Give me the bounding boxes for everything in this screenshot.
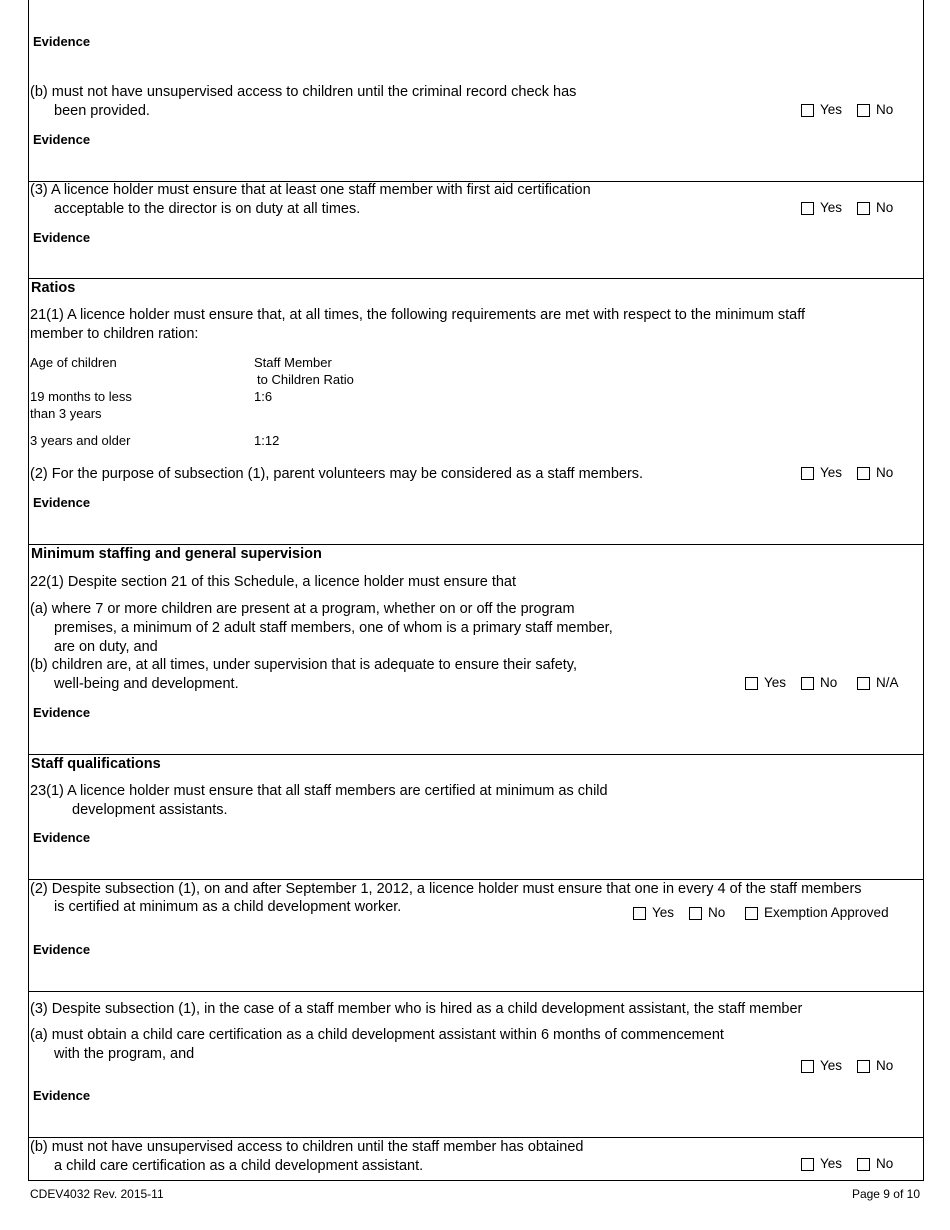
ratio-col-ratio-header-line2: to Children Ratio <box>257 372 354 387</box>
ratios-heading: Ratios <box>31 280 76 296</box>
yes-checkbox[interactable] <box>801 467 814 480</box>
no-checkbox[interactable] <box>857 104 870 117</box>
no-label: No <box>876 1156 894 1171</box>
staff-qual-s1-line1: 23(1) A licence holder must ensure that all staff members are certified at minimum as child <box>30 783 608 799</box>
min-staffing-heading: Minimum staffing and general supervision <box>31 546 322 562</box>
footer-page-number: Page 9 of 10 <box>851 1187 920 1201</box>
min-staffing-a-line1: (a) where 7 or more children are present at a program, whether on or off the program <box>30 601 575 617</box>
no-checkbox[interactable] <box>857 1158 870 1171</box>
yes-checkbox[interactable] <box>801 202 814 215</box>
no-label: No <box>876 465 894 480</box>
ratios-intro-line1: 21(1) A licence holder must ensure that, at all times, the following requirements are met with respect to the minimum staff <box>30 307 806 323</box>
item-b-crc-line2: been provided. <box>54 103 150 119</box>
divider <box>28 544 923 545</box>
min-staffing-a-line2: premises, a minimum of 2 adult staff members, one of whom is a primary staff member, <box>54 620 613 636</box>
ratio-col-age-header: Age of children <box>30 355 117 370</box>
section-divider <box>28 278 923 279</box>
ratios-sub2: (2) For the purpose of subsection (1), parent volunteers may be considered as a staff members. <box>30 466 644 482</box>
evidence-label: Evidence <box>33 495 91 510</box>
yes-checkbox[interactable] <box>801 1060 814 1073</box>
footer-form-id: CDEV4032 Rev. 2015-11 <box>30 1187 164 1201</box>
staff-qual-s3b-line1: (b) must not have unsupervised access to children until the staff member has obtained <box>30 1139 584 1155</box>
evidence-label: Evidence <box>33 34 91 49</box>
yes-label: Yes <box>820 102 843 117</box>
evidence-label: Evidence <box>33 230 91 245</box>
evidence-label: Evidence <box>33 705 91 720</box>
yes-label: Yes <box>820 200 843 215</box>
staff-qual-s3a-line2: with the program, and <box>54 1046 195 1062</box>
yes-checkbox[interactable] <box>801 1158 814 1171</box>
min-staffing-a-line3: are on duty, and <box>54 639 158 655</box>
min-staffing-b-line2: well-being and development. <box>54 676 239 692</box>
staff-qual-heading: Staff qualifications <box>31 756 161 772</box>
staff-qual-s3: (3) Despite subsection (1), in the case of a staff member who is hired as a child development assistant, the staff member <box>30 1001 803 1017</box>
yes-label: Yes <box>820 465 843 480</box>
item-b-crc-line1: (b) must not have unsupervised access to children until the criminal record check has <box>30 84 577 100</box>
no-checkbox[interactable] <box>689 907 702 920</box>
no-label: No <box>876 102 894 117</box>
evidence-label: Evidence <box>33 132 91 147</box>
divider <box>28 754 923 755</box>
min-staffing-intro: 22(1) Despite section 21 of this Schedule, a licence holder must ensure that <box>30 574 517 590</box>
divider <box>28 991 923 992</box>
evidence-label: Evidence <box>33 830 91 845</box>
yes-checkbox[interactable] <box>801 104 814 117</box>
ratio-row-value: 1:12 <box>254 433 280 448</box>
staff-qual-s3b-line2: a child care certification as a child development assistant. <box>54 1158 424 1174</box>
ratio-row-value: 1:6 <box>254 389 273 404</box>
na-label: N/A <box>876 675 899 690</box>
no-checkbox[interactable] <box>857 1060 870 1073</box>
no-checkbox[interactable] <box>857 202 870 215</box>
ratio-col-ratio-header-line1: Staff Member <box>254 355 332 370</box>
ratio-row-age-cont: than 3 years <box>30 406 102 421</box>
item-first-aid-line2: acceptable to the director is on duty at all times. <box>54 201 361 217</box>
yes-checkbox[interactable] <box>745 677 758 690</box>
yes-label: Yes <box>764 675 787 690</box>
no-label: No <box>876 1058 894 1073</box>
evidence-label: Evidence <box>33 942 91 957</box>
yes-label: Yes <box>820 1058 843 1073</box>
min-staffing-b-line1: (b) children are, at all times, under supervision that is adequate to ensure their safety, <box>30 657 577 673</box>
staff-qual-s2-line2: is certified at minimum as a child development worker. <box>54 899 402 915</box>
bottom-border <box>28 1180 923 1181</box>
yes-label: Yes <box>652 905 675 920</box>
no-label: No <box>708 905 726 920</box>
exemption-checkbox[interactable] <box>745 907 758 920</box>
yes-label: Yes <box>820 1156 843 1171</box>
exemption-label: Exemption Approved <box>764 905 889 920</box>
staff-qual-s1-line2: development assistants. <box>72 802 228 818</box>
ratio-row-age: 3 years and older <box>30 433 131 448</box>
item-first-aid-line1: (3) A licence holder must ensure that at least one staff member with first aid certification <box>30 182 591 198</box>
no-checkbox[interactable] <box>801 677 814 690</box>
ratios-intro-line2: member to children ration: <box>30 326 199 342</box>
staff-qual-s2-line1: (2) Despite subsection (1), on and after September 1, 2012, a licence holder must ensure that one in every 4 of the staff members <box>30 881 862 897</box>
na-checkbox[interactable] <box>857 677 870 690</box>
no-checkbox[interactable] <box>857 467 870 480</box>
ratio-row-age: 19 months to less <box>30 389 132 404</box>
no-label: No <box>876 200 894 215</box>
staff-qual-s3a-line1: (a) must obtain a child care certification as a child development assistant within 6 months of commencement <box>30 1027 724 1043</box>
evidence-label: Evidence <box>33 1088 91 1103</box>
yes-checkbox[interactable] <box>633 907 646 920</box>
no-label: No <box>820 675 838 690</box>
